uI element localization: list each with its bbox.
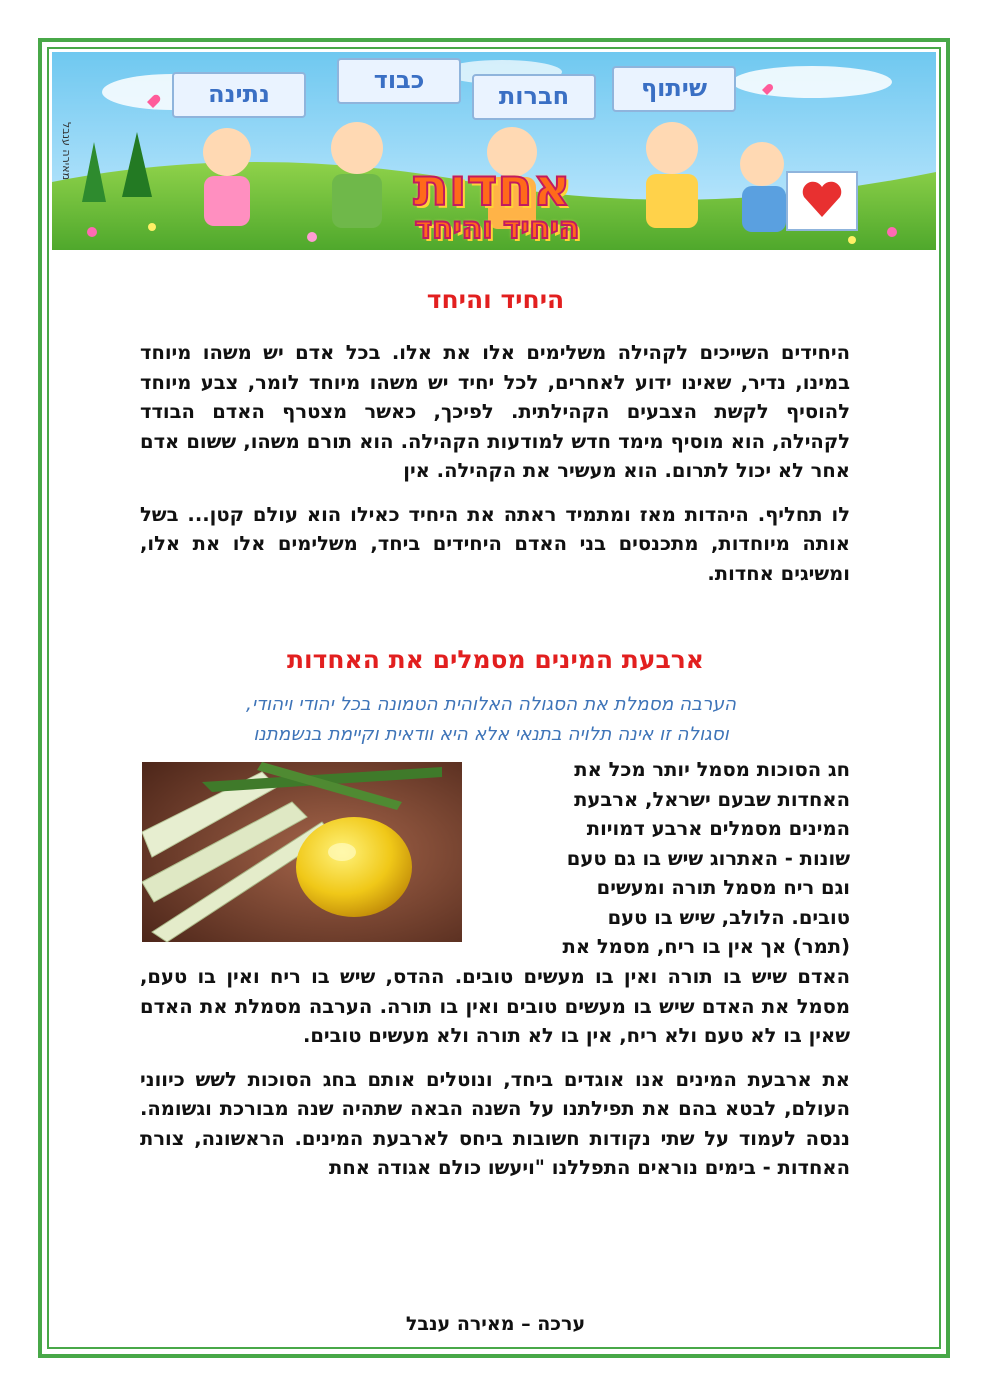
paragraph: האדם שיש בו תורה ואין בו מעשים טובים. ההדס, שיש בו ריח ואין בו טעם, מסמל את האדם שיש בו מעשים טובים ואין בו תורה. הערבה מסמלת את האדם שאין בו לא טעם ולא ריח, אין בו לא תורה ולא מעשים טובים.: [140, 965, 850, 1047]
banner-title: אחדות: [413, 158, 571, 218]
banner-subtitle: היחיד והיחד: [414, 211, 580, 246]
sign-friendship: חברות: [472, 74, 596, 120]
section2-body: [140, 962, 850, 1183]
etrog-lulav-image: [142, 762, 462, 942]
section1-body: [140, 338, 850, 588]
text-line: וגם ריח מסמל תורה ומעשים: [596, 876, 850, 899]
text-line: טובים. הלולב, שיש בו טעם: [607, 905, 850, 929]
kid-figure: [203, 128, 251, 226]
artist-signature: מאירה ענבל: [60, 122, 73, 181]
paragraph: את ארבעת המינים אנו אוגדים ביחד, ונוטלים אותם בחג הסוכות לשש כיווני העולם, לבטא בהם את תפילתנו על השנה הבאה שתהיה שנה מבורכת וגשומה. ננסה לעמוד על שתי נקודות חשובות ביחס לארבעת המינים. הראשונה, צורת האחדות - בימים נוראים התפללנו "ויעשו כולם אגודה אחת: [140, 1067, 850, 1179]
wrapped-text-beside-photo: [470, 755, 850, 962]
text-line: האחדות שבעם ישראל, ארבעת: [574, 787, 850, 811]
sign-sharing: שיתוף: [612, 66, 736, 112]
text-line: חג הסוכות מסמל יותר מכל את: [574, 758, 850, 781]
paragraph: היחידים השייכים לקהילה משלימים אלו את אלו. בכל אדם יש משהו מיוחד במינו, נדיר, שאינו ידוע לאחרים, לכל יחיד יש משהו מיוחד לומר, צבע מיוחד להוסיף לקשת הצבעים הקהילתית. לפיכך, כאשר מצטרף האדם הבודד לקהילה, הוא מוסיף מימד חדש למודעות הקהילה. הוא תורם משהו, ששום אדם אחר לא יכול לתרום. הוא מעשיר את הקהילה. אין: [140, 341, 850, 482]
sign-respect: כבוד: [337, 58, 461, 104]
paragraph: לו תחליף. היהדות מאז ומתמיד ראתה את היחיד כאילו הוא עולם קטן... בשל אותה מיוחדות, מתכנסים בני האדם היחידים ביחד, משלימים אלו את אלו, ומשיגים אחדות.: [140, 502, 850, 585]
text-line: שונות - האתרוג שיש בו גם טעם: [566, 846, 850, 870]
author-credit: ערכה – מאירה ענבל: [405, 1313, 586, 1335]
text-line: (תמר) אך אין בו ריח, מסמל את: [562, 935, 850, 958]
section-heading-four-species: ארבעת המינים מסמלים את האחדות: [286, 645, 705, 674]
quote-line: וסגולה זו אינה תלויה בתנאי אלא היא וודאית וקיימת בנשמתנו: [253, 724, 729, 745]
sign-giving: נתינה: [172, 72, 306, 118]
section-heading-individual: היחיד והיחד: [426, 285, 565, 314]
four-species-photo: [142, 762, 462, 942]
header-banner: [52, 52, 936, 250]
quote-line: הערבה מסמלת את הסגולה האלוהית הטמונה בכל יהודי ויהודי,: [245, 694, 737, 715]
text-line: המינים מסמלים ארבע דמויות: [586, 817, 850, 840]
